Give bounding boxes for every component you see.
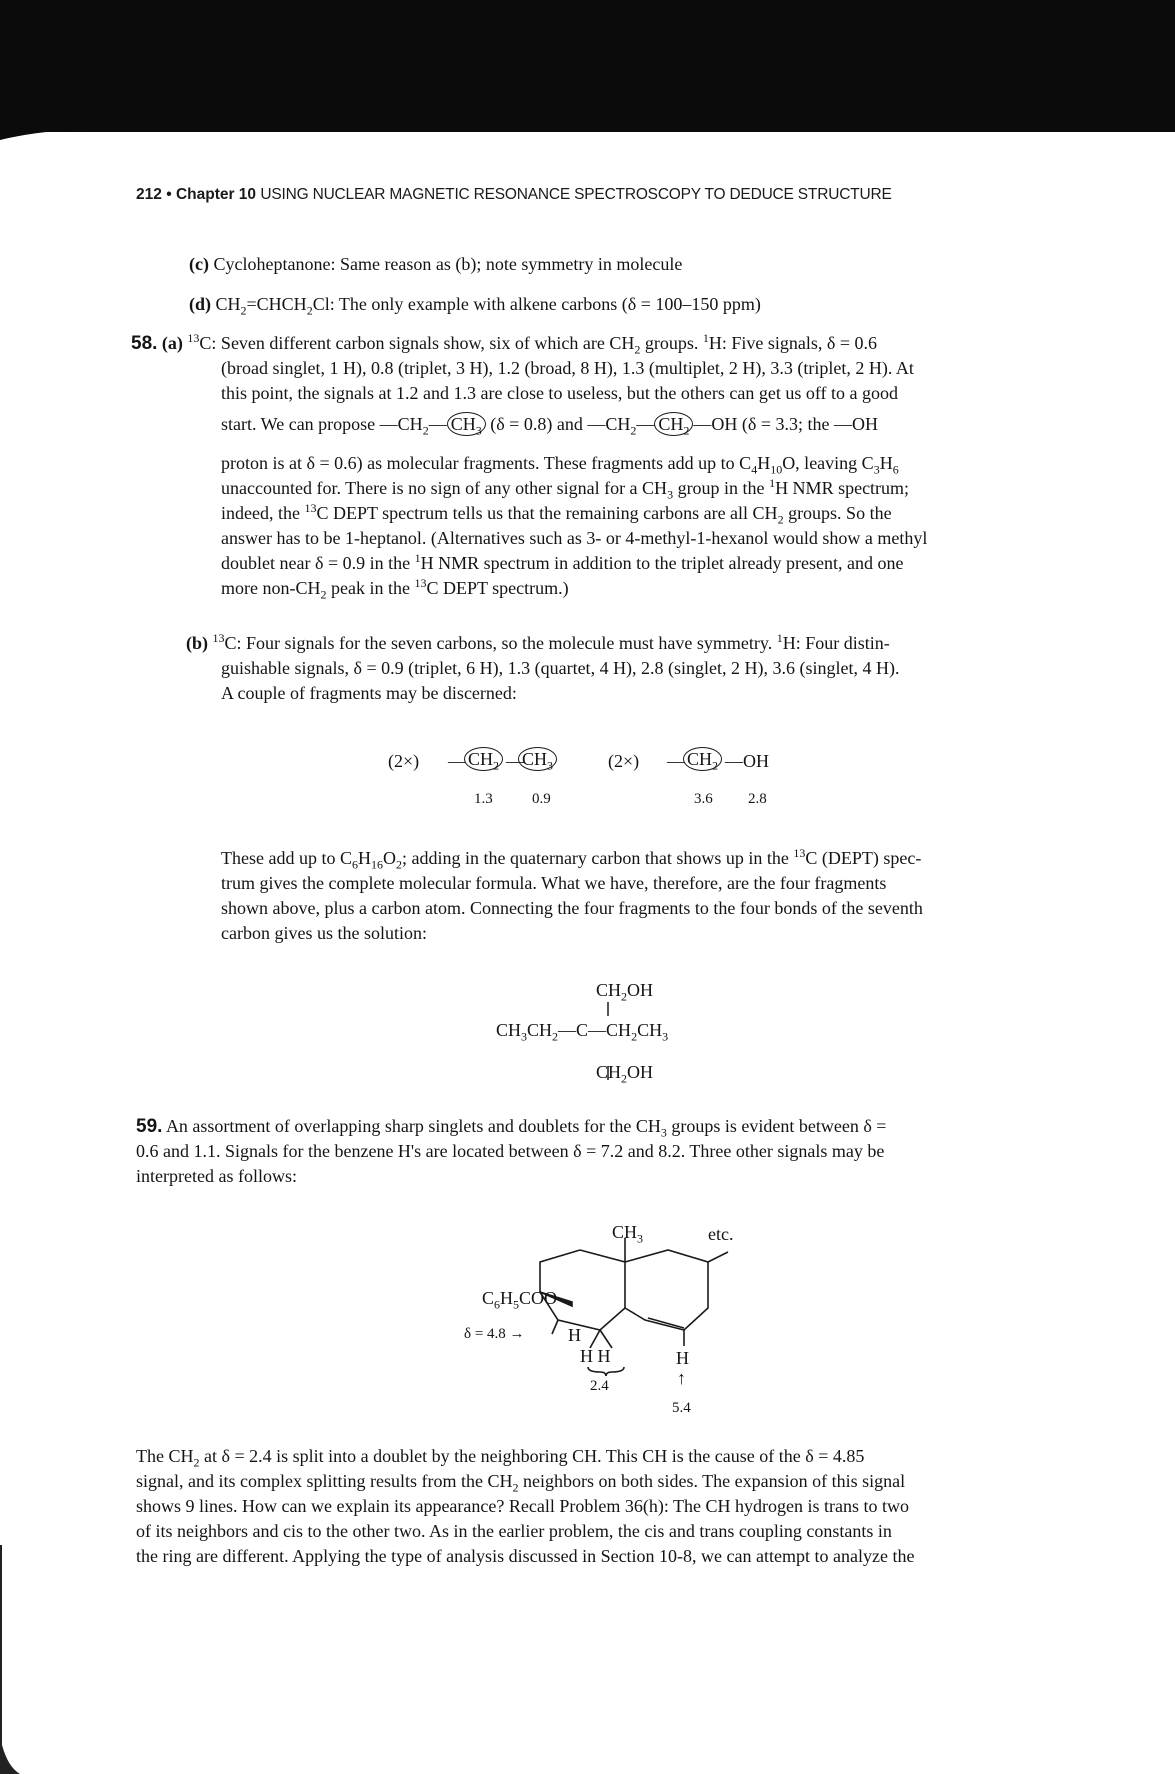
answer-57c: (c) Cycloheptanone: Same reason as (b); note symmetry in molecule bbox=[189, 254, 683, 274]
solution-structure: $CH_2OH$ $CH_3CH_2—C—CH_2CH_3$ $CH_2OH$ bbox=[496, 980, 669, 1086]
answer-58a-body: (broad singlet, 1 H), 0.8 (triplet, 3 H), 1.2 (broad, 8 H), 1.3 (multiplet, 2 H), 3.3 (triplet, 2 H). At this point, the signals at 1.2 and 1.3 are close to useless, but the others can get us off to a good start. We can propose $—CH_2—$ $CH_3$ (δ = 0.8) and $—CH_2—$ $CH_2$ —OH (δ = 3.3; the —OH proton is at δ = 0.6) as molecular fragments. These fragments add up to $C_4H_{10}O$, leaving $C_3H_6$ unaccounted for. There is no sign of any other signal for a $CH_3$ group in the $^1$H NMR spectrum; indeed, the $^{13}$C DEPT spectrum tells us that the remaining carbons are all $CH_2$ groups. So the answer has to be 1-heptanol. (Alternatives such as 3- or 4-methyl-1-hexanol would show a methyl doublet near δ = 0.9 in the $^1$H NMR spectrum in addition to the triplet already present, and one more non-$CH_2$ peak in the $^{13}$C DEPT spectrum.) bbox=[221, 358, 928, 602]
page-left-edge-shadow bbox=[0, 1545, 20, 1774]
running-header: 212 • Chapter 10 USING NUCLEAR MAGNETIC RESONANCE SPECTROSCOPY TO DEDUCE STRUCTURE bbox=[136, 186, 892, 203]
frag1-ch3: $CH_3$ bbox=[518, 747, 557, 771]
chapter-label: Chapter 10 bbox=[175, 186, 257, 203]
answer-58a: 58. (a) $^{13}$C: Seven different carbon signals show, six of which are $CH_2$ groups. $^1$H: Five signals, δ = 0.6 bbox=[131, 331, 877, 357]
page-number: 212 bbox=[136, 186, 162, 203]
answer-58b-conclusion: These add up to $C_6H_{16}O_2$; adding in the quaternary carbon that shows up in the $^{13}$C (DEPT) spec- trum gives the complete molecular formula. What we have, therefore, are the four fragments shown above, plus a carbon atom. Connecting the four fragments to the four bonds of the seventh carbon gives us the solution: bbox=[221, 846, 923, 943]
answer-58b-body: guishable signals, δ = 0.9 (triplet, 6 H), 1.3 (quartet, 4 H), 2.8 (singlet, 2 H), 3.6 (singlet, 4 H). A couple of fragments may be discerned: bbox=[221, 658, 900, 703]
answer-59: 59. An assortment of overlapping sharp singlets and doublets for the $CH_3$ groups is evident between δ = 0.6 and 1.1. Signals for the benzene H's are located between δ = 7.2 and 8.2. Three other signals may be interpreted as follows: bbox=[136, 1116, 887, 1186]
chapter-title: USING NUCLEAR MAGNETIC RESONANCE SPECTROSCOPY TO DEDUCE STRUCTURE bbox=[260, 186, 892, 203]
answer-59-discussion: The $CH_2$ at δ = 2.4 is split into a doublet by the neighboring CH. This CH is the cause of the δ = 4.85 signal, and its complex splitting results from the $CH_2$ neighbors on both sides. The expansion of this signal shows 9 lines. How can we explain its appearance? Recall Problem 36(h): The CH hydrogen is trans to two of its neighbors and cis to the other two. As in the earlier problem, the cis and trans coupling constants in the ring are different. Applying the type of analysis discussed in Section 10-8, we can attempt to analyze the bbox=[136, 1446, 915, 1566]
answer-57d: (d) $CH_2=CHCH_2Cl$: The only example with alkene carbons (δ = 100–150 ppm) bbox=[189, 294, 761, 318]
steroid-figure: $CH_3$ etc. $C_6H_5COO$ δ = 4.8 → H H H H 2.4 ↑ 5.4 bbox=[440, 1220, 780, 1420]
frag1-ch2: $CH_2$ bbox=[464, 747, 503, 771]
page-edge-curve bbox=[0, 108, 1175, 148]
answer-58b: (b) $^{13}$C: Four signals for the seven carbons, so the molecule must have symmetry. $^1$H: Four distin- bbox=[186, 631, 890, 653]
circled-ch2: $CH_2$ bbox=[654, 412, 693, 436]
circled-ch3: $CH_3$ bbox=[447, 412, 486, 436]
steroid-ring-drawing bbox=[440, 1220, 780, 1420]
fragment-figure: (2×) — $CH_2$ — $CH_3$ 1.3 0.9 (2×) — $CH_2$ —OH 3.6 2.8 bbox=[388, 749, 769, 807]
frag2-ch2: $CH_2$ bbox=[683, 747, 722, 771]
